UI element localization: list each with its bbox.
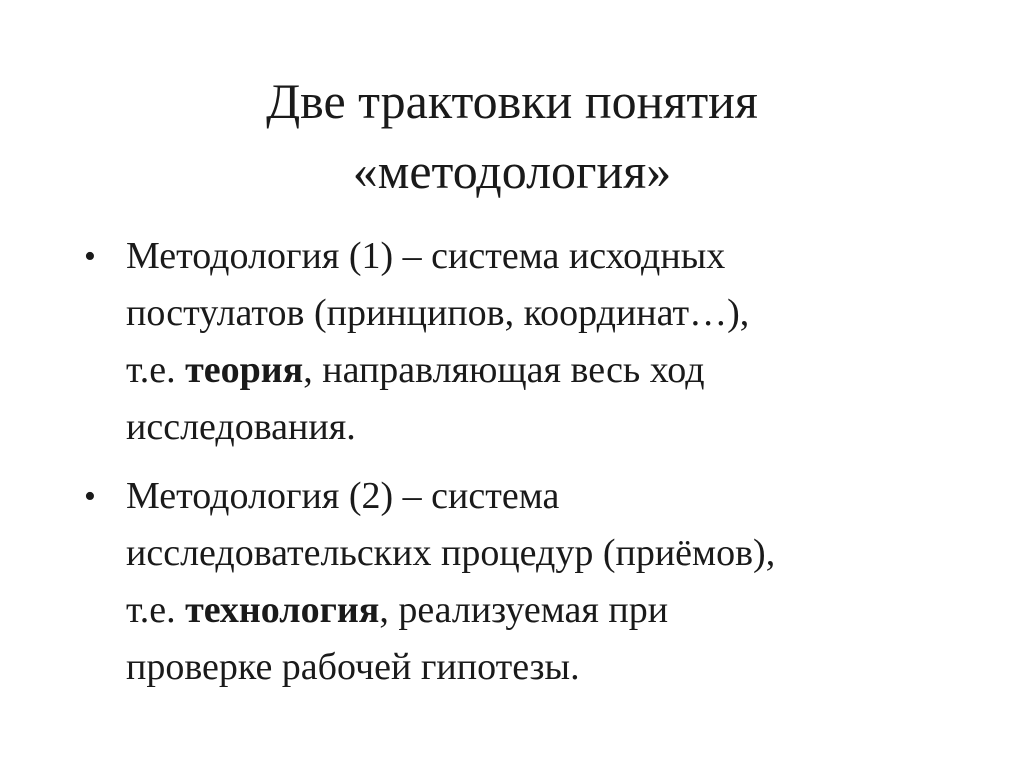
bullet-2-line-2: исследовательских процедур (приёмов),: [126, 532, 776, 574]
bullet-2-line-3-suffix: , реализуемая при: [379, 589, 669, 631]
bullet-1-line-1: Методология (1) – система исходных: [126, 235, 726, 277]
slide-title-line-2: «методология»: [352, 143, 672, 199]
slide-title-line-1: Две трактовки понятия: [266, 73, 758, 129]
bullet-2-line-3: [126, 582, 964, 639]
bullet-1-line-3: [126, 342, 964, 399]
bullet-list: [84, 228, 964, 708]
bullet-item-methodology-2: [84, 468, 964, 696]
bullet-1-line-4: исследования.: [126, 406, 356, 448]
bullet-1-line-3-suffix: , направляющая весь ход: [303, 349, 705, 391]
slide-title: [80, 66, 944, 206]
bullet-2-keyword: технология: [185, 589, 380, 631]
bullet-2-line-1: Методология (2) – система: [126, 475, 560, 517]
bullet-dot-icon: •: [84, 478, 96, 515]
bullet-item-methodology-1: [84, 228, 964, 456]
bullet-2-line-3-prefix: т.е.: [126, 589, 186, 631]
bullet-dot-icon: •: [84, 238, 96, 275]
bullet-2-line-4: проверке рабочей гипотезы.: [126, 646, 580, 688]
bullet-1-keyword: теория: [185, 349, 304, 391]
bullet-1-line-3-prefix: т.е.: [126, 349, 186, 391]
bullet-1-line-2: постулатов (принципов, координат…),: [126, 292, 750, 334]
